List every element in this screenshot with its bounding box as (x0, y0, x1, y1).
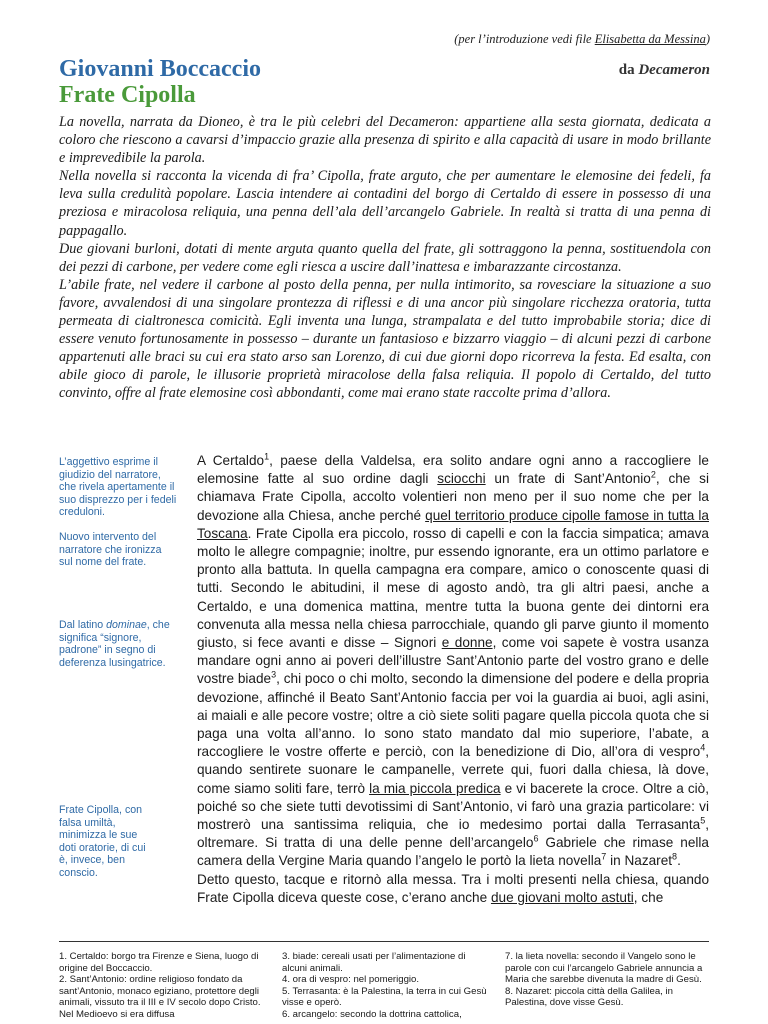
footnote-ref[interactable]: 5 (700, 815, 706, 826)
introduction (59, 113, 711, 403)
file-reference-link[interactable]: Elisabetta da Messina (594, 32, 706, 46)
footnote-ref[interactable]: 8 (672, 851, 678, 862)
footnote-divider (59, 941, 709, 942)
annotated-word: e donne (441, 635, 493, 651)
story-text (197, 452, 709, 907)
footnote: 6. arcangelo: secondo la dottrina cattolica, (282, 1008, 462, 1020)
footnote-ref[interactable]: 2 (650, 469, 656, 480)
side-note: L’aggettivo esprime il giudizio del narratore, che rivela apertamente il suo disprezzo per i fedeli creduloni. (59, 456, 177, 518)
annotated-phrase: la mia piccola predica (369, 780, 501, 796)
story-paragraph: A Certaldo$^1$, paese della Valdelsa, era solito andare ogni anno a raccogliere le elemosine fatte al suo ordine dagli sciocchi un frate di Sant’Antonio$^2$, che si chiamava Frate Cipolla, accolto volentieri non meno per il suo nome che per la devozione alla Chiesa, anche perché quel territorio produce cipolle famose in tutta la Toscana. Frate Cipolla era piccolo, rosso di capelli e con la faccia simpatica; amava molto le allegre compagnie; inoltre, pur essendo ignorante, era un ottimo parlatore e pronto alla battuta. In quella campagna era compare, amico o conoscente quasi di tutti. Secondo le abitudini, il mese di agosto andò, tra gli altri paesi, anche a Certaldo, e una domenica mattina, mentre tutta la buona gente dei dintorni era convenuta alla messa nella chiesa parrocchiale, quando gli parve giunto il momento giusto, si fece avanti e disse – Signori e donne, come voi sapete è vostra usanza mandare ogni anno ai poveri dell’illustre Sant’Antonio parte del vostro grano e delle vostre biade$^3$, chi poco o chi molto, secondo la dimensione del podere e della propria devozione, affinché il Beato Sant’Antonio faccia per voi la guardia ai buoi, agli asini, ai maiali e alle pecore vostre; oltre a ciò siete soliti pagare quella piccola quota che si paga una volta all’anno. Io sono stato mandato dal mio superiore, l’abate, a raccogliere le vostre offerte e perciò, con la benedizione di Dio, all’ora di vespro$^4$, quando sentirete suonare le campanelle, verrete qui, fuori dalla chiesa, là dove, come siamo soliti fare, terrò la mia piccola predica e vi bacerete la croce. Oltre a ciò, poiché so che siete tutti devotissimi di Sant’Antonio, vi farò una grazia particolare: vi mostrerò una santissima reliquia, che io medesimo portai dalla Terrasanta$^5$, oltremare. Si tratta di una delle penne dell’arcangelo$^6$ Gabriele che rimase nella camera della Vergine Maria quando l’angelo le portò la lieta novella$^7$ in Nazaret$^8$. (197, 451, 710, 869)
footnote-ref[interactable]: 1 (264, 451, 270, 462)
footnote-ref[interactable]: 6 (533, 833, 539, 844)
annotated-word: sciocchi (437, 471, 486, 487)
file-reference-prefix: (per l’introduzione vedi file (454, 32, 595, 46)
annotated-phrase: quel territorio produce cipolle famose in tutta la Toscana (197, 507, 709, 541)
side-note: Nuovo intervento del narratore che ironizza sul nome del frate. (59, 531, 162, 568)
file-reference (454, 32, 710, 47)
side-note: Frate Cipolla, con falsa umiltà, minimizza le sue doti oratorie, di cui è, invece, ben conscio. (59, 804, 146, 879)
footnote-ref[interactable]: 7 (601, 851, 607, 862)
source-work (619, 62, 710, 79)
footnote: 3. biade: cereali usati per l’alimentazione di alcuni animali. (282, 951, 466, 974)
footnote: 5. Terrasanta: è la Palestina, la terra in cui Gesù visse e operò. (282, 985, 487, 1009)
side-note-latin: dominae (106, 619, 147, 631)
intro-paragraph: L’abile frate, nel vedere il carbone al posto della penna, per nulla intimorito, sa rovesciare la situazione a suo favore, avvalendosi di una singolare prontezza di riflessi e di una ancor più singolare ricchezza oratoria, tutta permeata di cialtronesca comicità. Egli inventa una lunga, strampalata e del tutto improbabile storia; dice di essere venuto fortunosamente in possesso – durante un fantasioso e bizzarro viaggio – di alcuni pezzi di carbone appartenuti alle braci su cui era stato arso san Lorenzo, di cui due giorni dopo ricorreva la festa. Ed esalta, con abile gioco di parole, le illusorie proprietà miracolose della falsa reliquia. Il popolo di Certaldo, del tutto convinto, offre al frate elemosine così abbondanti, come mai erano state raccolte prima d’allora. (59, 276, 711, 402)
annotated-phrase: due giovani molto astuti (490, 889, 634, 905)
footnote: 4. ora di vespro: nel pomeriggio. (282, 974, 420, 986)
footnote-ref[interactable]: 3 (271, 669, 277, 680)
author-name: Giovanni Boccaccio (59, 56, 261, 82)
intro-paragraph: Nella novella si racconta la vicenda di fra’ Cipolla, frate arguto, che per aumentare le elemosine dei fedeli, fa leva sulla credulità popolare. Lascia intendere ai contadini del borgo di Certaldo di essere in possesso di una preziosa e miracolosa reliquia, una penna dell’ala dell’arcangelo Gabriele. In realtà si tratta di una penna di pappagallo. (59, 168, 711, 239)
side-note-text: Dal latino (59, 619, 107, 631)
side-note (59, 619, 177, 669)
source-da: da (618, 62, 635, 78)
story-title: Frate Cipolla (59, 82, 196, 108)
footnote-ref[interactable]: 4 (700, 742, 706, 753)
intro-paragraph: La novella, narrata da Dioneo, è tra le più celebri del Decameron: appartiene alla sesta giornata, dedicata a coloro che riescono a cavarsi d’impaccio grazie alla presenza di spirito e alla capacità di usare in modo brillante e imprevedibile la parola. (59, 114, 711, 167)
footnotes-column-1 (59, 951, 265, 1021)
source-work-title: Decameron (638, 62, 710, 78)
footnote: 7. la lieta novella: secondo il Vangelo sono le parole con cui l’arcangelo Gabriele annuncia a Maria che sarebbe divenuta la madre di Gesù. (505, 951, 703, 986)
file-reference-suffix: ) (705, 32, 710, 46)
footnote: 1. Certaldo: borgo tra Firenze e Siena, luogo di origine del Boccaccio. (59, 951, 259, 974)
footnote: 2. Sant’Antonio: ordine religioso fondato da sant’Antonio, monaco egiziano, protettore degli animali, vissuto tra il III e IV secolo dopo Cristo. Nel Medioevo si era diffusa (59, 974, 261, 1020)
story-paragraph: Detto questo, tacque e ritornò alla messa. Tra i molti presenti nella chiesa, quando Frate Cipolla diceva queste cose, c’erano anche due giovani molto astuti, che (197, 871, 709, 905)
footnotes-column-2 (282, 951, 487, 1021)
footnote: 8. Nazaret: piccola città della Galilea, in Palestina, dove visse Gesù. (505, 985, 673, 1009)
footnotes-column-3 (505, 951, 709, 1009)
side-note-text: , che significa “signore, padrone” in segno di deferenza lusingatrice. (59, 619, 170, 669)
intro-paragraph: Due giovani burloni, dotati di mente arguta quanto quella del frate, gli sottraggono la penna, sostituendola con dei pezzi di carbone, per vedere come egli riesca a uscire dall’inattesa e imbarazzante circostanza. (59, 240, 711, 275)
